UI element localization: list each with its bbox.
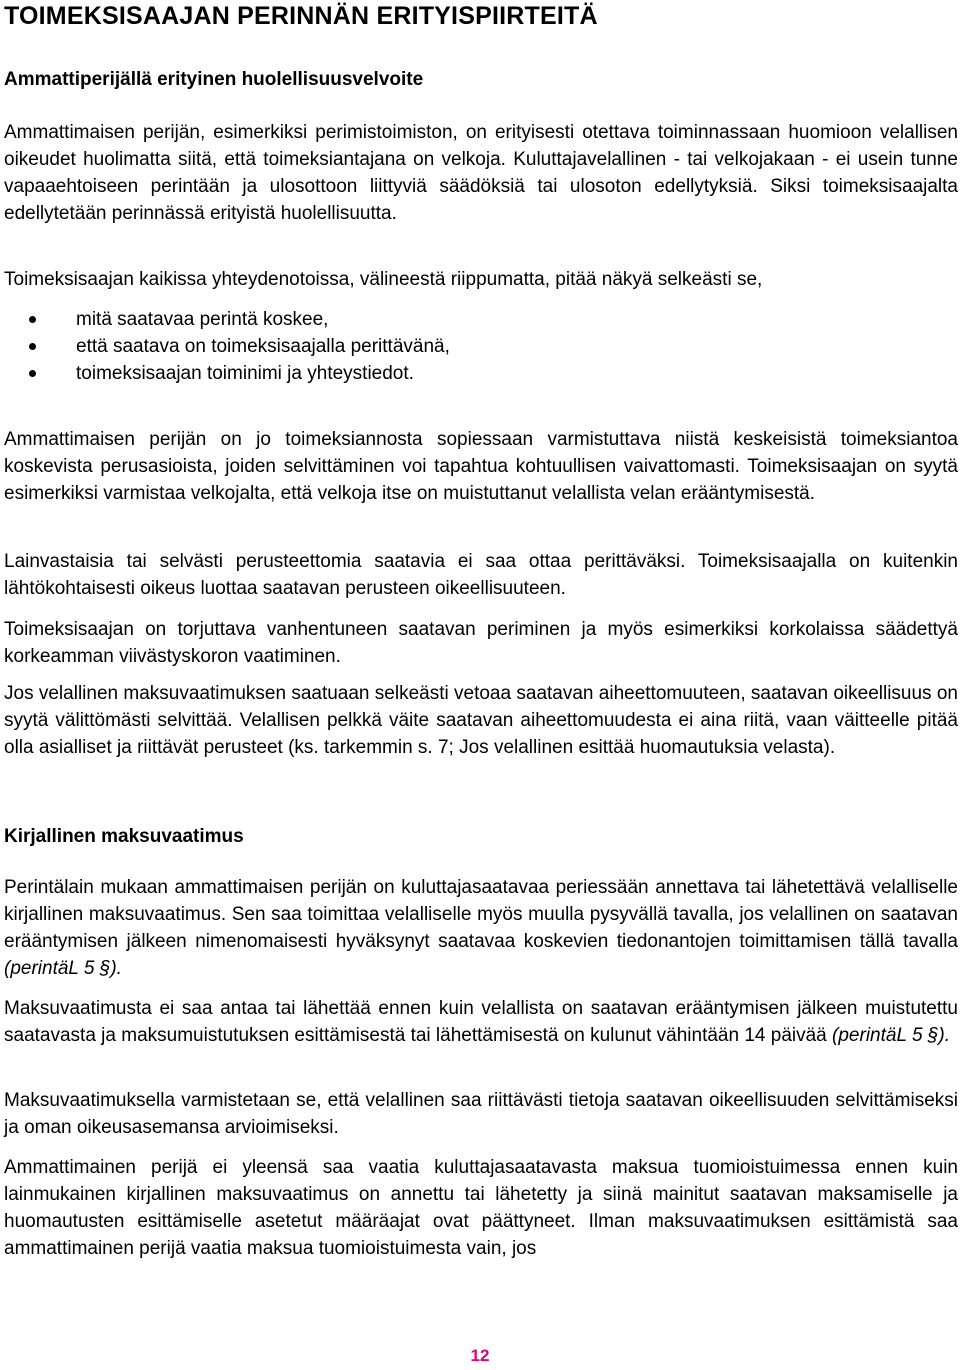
- section-heading-duty-of-care: Ammattiperijällä erityinen huolellisuusvelvoite: [4, 69, 424, 90]
- list-item: mitä saatavaa perintä koskee,: [4, 306, 958, 333]
- list-item: että saatava on toimeksisaajalla perittävänä,: [4, 333, 958, 360]
- paragraph: Perintälain mukaan ammattimaisen perijän on kuluttajasaatavaa periessään annettava tai lähetettävä velalliselle kirjallinen maksuvaatimus. Sen saa toimittaa velalliselle myös muulla pysyvällä tavalla, jos velallinen on saatavan erääntymisen jälkeen nimenomaisesti hyväksynyt saatavaa koskevien tiedonantojen toimittamisen tällä tavalla (perintäL 5 §).: [4, 877, 958, 979]
- paragraph: Ammattimaisen perijän, esimerkiksi perimistoimiston, on erityisesti otettava toiminnassaan huomioon velallisen oikeudet huolimatta siitä, että toimeksiantajana on velkoja. Kuluttajavelallinen - tai velkojakaan - ei usein tunne vapaaehtoiseen perintään ja ulosottoon liittyviä säädöksiä tai ulosoton edellytyksiä. Siksi toimeksisaajalta edellytetään perinnässä erityistä huolellisuutta.: [4, 122, 958, 224]
- page-title: TOIMEKSISAAJAN PERINNÄN ERITYISPIIRTEITÄ: [4, 2, 598, 30]
- paragraph: Lainvastaisia tai selvästi perusteettomia saatavia ei saa ottaa perittäväksi. Toimeksisaajalla on kuitenkin lähtökohtaisesti oikeus luottaa saatavan perusteen oikeellisuuteen.: [4, 551, 958, 599]
- paragraph: Maksuvaatimusta ei saa antaa tai lähettää ennen kuin velallista on saatavan erääntymisen jälkeen muistutettu saatavasta ja maksumuistutuksen esittämisestä tai lähettämisestä on kulunut vähintään 14 päivää (perintäL 5 §).: [4, 998, 958, 1046]
- bullet-icon: [29, 316, 36, 323]
- page-number: 12: [470, 1346, 490, 1365]
- bullet-list: [4, 306, 958, 387]
- list-item: toimeksisaajan toiminimi ja yhteystiedot.: [4, 360, 958, 387]
- paragraph: Maksuvaatimuksella varmistetaan se, että velallinen saa riittävästi tietoja saatavan oikeellisuuden selvittämiseksi ja oman oikeusasemansa arvioimiseksi.: [4, 1090, 958, 1138]
- paragraph: Toimeksisaajan on torjuttava vanhentuneen saatavan periminen ja myös esimerkiksi korkolaissa säädettyä korkeamman viivästyskoron vaatiminen.: [4, 619, 958, 667]
- paragraph: Ammattimainen perijä ei yleensä saa vaatia kuluttajasaatavasta maksua tuomioistuimessa ennen kuin lainmukainen kirjallinen maksuvaatimus on annettu tai lähetetty ja siinä mainitut saatavan maksamiselle ja huomautusten esittämiselle asetetut määräajat ovat päättyneet. Ilman maksuvaatimuksen esittämistä saa ammattimainen perijä vaatia maksua tuomioistuimesta vain, jos: [4, 1157, 958, 1259]
- paragraph: Jos velallinen maksuvaatimuksen saatuaan selkeästi vetoaa saatavan aiheettomuuteen, saatavan oikeellisuus on syytä välittömästi selvittää. Velallisen pelkkä väite saatavan aiheettomuudesta ei aina riitä, vaan väitteelle pitää olla asialliset ja riittävät perusteet (ks. tarkemmin s. 7; Jos velallinen esittää huomautuksia velasta).: [4, 683, 958, 758]
- paragraph: Ammattimaisen perijän on jo toimeksiannosta sopiessaan varmistuttava niistä keskeisistä toimeksiantoa koskevista perusasioista, joiden selvittäminen voi tapahtua kohtuullisen vaivattomasti. Toimeksisaajan on syytä esimerkiksi varmistaa velkojalta, että velkoja itse on muistuttanut velallista velan erääntymisestä.: [4, 429, 958, 504]
- paragraph: Toimeksisaajan kaikissa yhteydenotoissa, välineestä riippumatta, pitää näkyä selkeästi se,: [4, 269, 763, 290]
- bullet-icon: [29, 343, 36, 350]
- bullet-icon: [29, 370, 36, 377]
- section-heading-written-demand: Kirjallinen maksuvaatimus: [4, 826, 244, 847]
